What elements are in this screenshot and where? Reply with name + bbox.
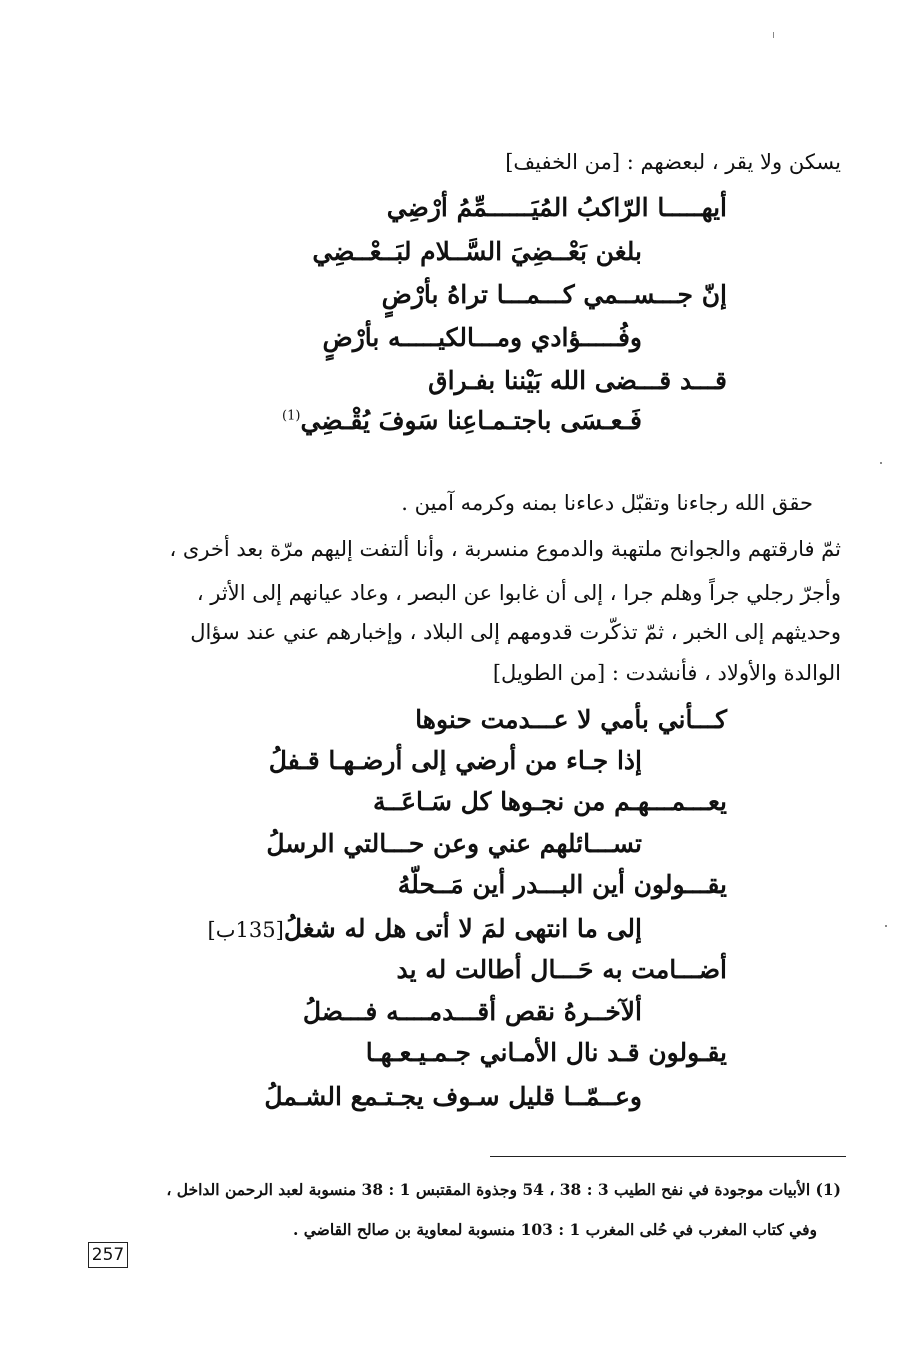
scan-speck <box>885 925 887 927</box>
poem2-verse-3a: يقـــولون أين البـــدر أين مَــحلّهُ <box>397 870 727 899</box>
poem1-verse-2b: وفُـــــؤادي ومـــالكيـــــه بأرْضٍ <box>322 323 642 352</box>
prose-line-3: وأجرّ رجلي جراً وهلم جرا ، إلى أن غابوا عن البصر ، وعاد عيانهم إلى الأثر ، <box>196 581 841 605</box>
poem2-verse-4a: أضـــامت به حَـــال أطالت له يد <box>396 955 727 984</box>
poem2-verse-5b: وعــمّــا قليل سـوف يجـتـمع الشـملُ <box>264 1082 642 1111</box>
poem2-verse-2a: يعـــمـــهـم من نجـوها كل سَـاعَــة <box>373 787 727 816</box>
folio-mark: [135ب] <box>207 918 284 942</box>
poem1-verse-3a: قـــد قـــضى الله بَيْننا بفـراق <box>428 366 727 395</box>
prose-line-1: حقق الله رجاءنا وتقبّل دعاءنا بمنه وكرمه آمين . <box>401 491 813 515</box>
prose-line-4: وحديثهم إلى الخبر ، ثمّ تذكّرت قدومهم إلى البلاد ، وإخبارهم عني عند سؤال <box>190 620 841 644</box>
poem2-verse-3b-text: إلى ما انتهى لمَ لا أتى هل له شغلُ <box>283 914 642 943</box>
poem1-verse-1b: بلغن بَعْــضِيَ السَّــلام لبَــعْــضِي <box>312 237 642 266</box>
poem2-verse-1a: كـــأني بأمي لا عـــدمت حنوها <box>415 705 727 734</box>
prose-line-2: ثمّ فارقتهم والجوانح ملتهبة والدموع منسربة ، وأنا ألتفت إليهم مرّة بعد أخرى ، <box>169 537 841 561</box>
intro-line: يسكن ولا يقر ، لبعضهم : [من الخفيف] <box>505 150 841 174</box>
poem2-verse-4b: ألآخــرهُ نقص أقـــدمــــه فـــضلُ <box>302 997 642 1026</box>
page-number: 257 <box>88 1242 128 1268</box>
footnote-line-2: وفي كتاب المغرب في حُلى المغرب 1 : 103 منسوبة لمعاوية بن صالح القاضي . <box>292 1220 817 1239</box>
poem2-verse-3b <box>208 914 642 943</box>
poem2-verse-1b: إذا جـاء من أرضي إلى أرضـهـا قـفلُ <box>268 746 642 775</box>
scan-speck <box>880 462 882 464</box>
scan-speck <box>773 32 774 38</box>
footnote-separator <box>490 1156 846 1157</box>
poem2-verse-5a: يقـولون قـد نال الأمـاني جـمـيـعـهـا <box>365 1038 727 1067</box>
footnote-ref: (1) <box>282 408 301 424</box>
poem1-verse-3b-text: فَـعـسَى باجتـمـاعِنا سَوفَ يُقْـضِي <box>300 406 642 435</box>
poem1-verse-3b <box>282 406 642 435</box>
footnote-line-1: (1) الأبيات موجودة في نفح الطيب 3 : 38 ، 54 وجذوة المقتبس 1 : 38 منسوبة لعبد الرحمن الداخل ، <box>166 1180 841 1199</box>
poem1-verse-2a: إنّ جـــســمي كـــمـــا تراهُ بأرْضٍ <box>381 280 727 309</box>
poem2-verse-2b: تســـائلهم عني وعن حـــالتي الرسلُ <box>266 829 642 858</box>
poem1-verse-1a: أيهـــــا الرّاكبُ المُيَــــــمِّمُ أرْضِي <box>386 193 727 222</box>
prose-line-5: الوالدة والأولاد ، فأنشدت : [من الطويل] <box>492 661 841 685</box>
